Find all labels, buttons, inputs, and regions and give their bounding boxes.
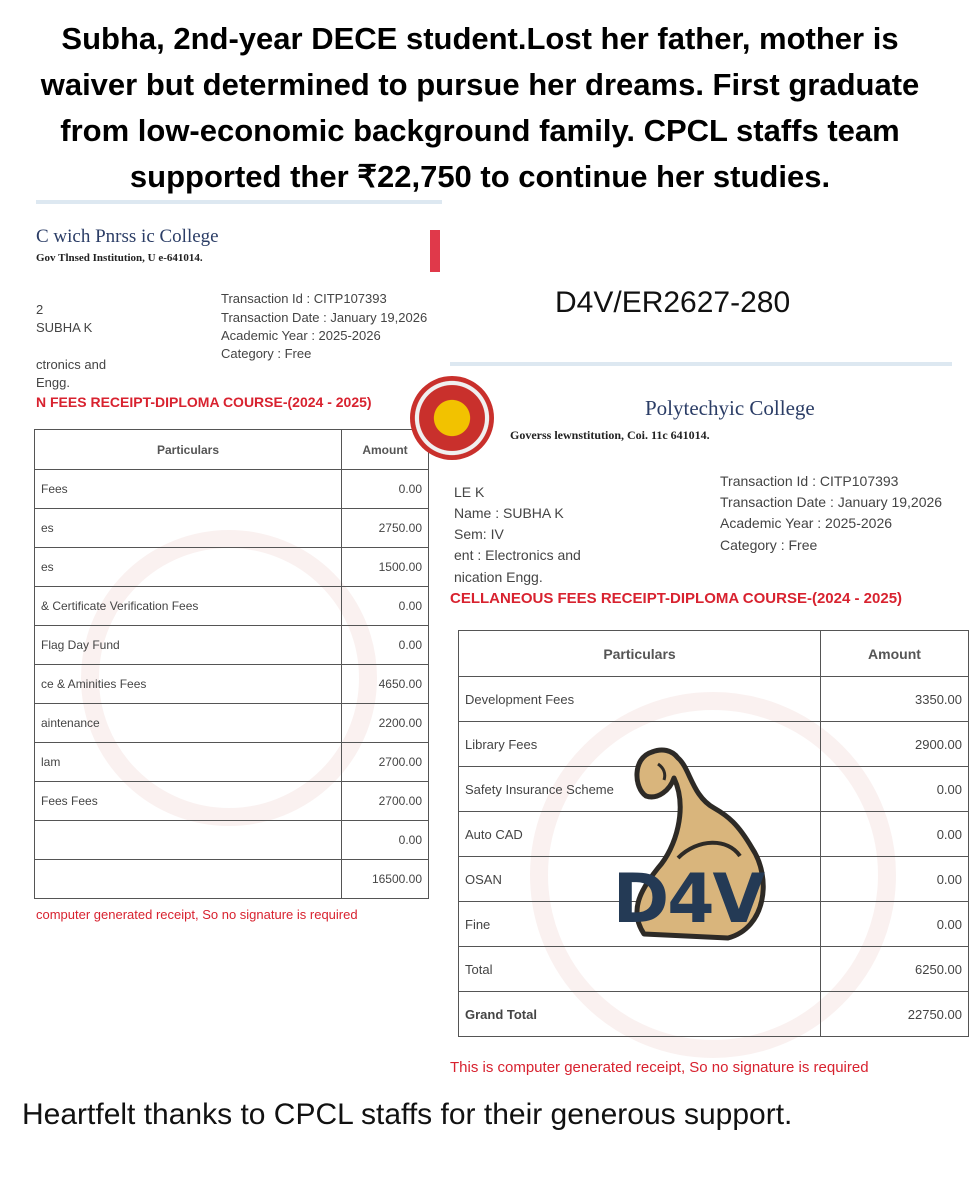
table-row (35, 782, 429, 821)
table-row (35, 548, 429, 587)
fee-amount: 4650.00 (342, 665, 429, 704)
transaction-id: Transaction Id : CITP107393 (221, 291, 387, 306)
table-row (35, 821, 429, 860)
fee-particular: ce & Aminities Fees (35, 665, 342, 704)
red-corner-mark (430, 230, 440, 272)
fee-particular: Fees Fees (35, 782, 342, 821)
fee-amount: 16500.00 (342, 860, 429, 899)
fee-amount: 3350.00 (821, 677, 969, 722)
table-header-row (35, 430, 429, 470)
receipt-title: CELLANEOUS FEES RECEIPT-DIPLOMA COURSE-(2024 - 2025) (450, 590, 903, 607)
table-header-row (459, 631, 969, 677)
student-meta-line: 2 (36, 302, 44, 317)
transaction-date: Transaction Date : January 19,2026 (221, 310, 428, 325)
student-meta-line: ctronics and (36, 357, 107, 372)
table-row (35, 626, 429, 665)
receipt-right (450, 362, 962, 1090)
fee-particular: Flag Day Fund (35, 626, 342, 665)
fee-amount: 2700.00 (342, 782, 429, 821)
fee-particular: Fine (459, 902, 821, 947)
transaction-id: Transaction Id : CITP107393 (720, 473, 899, 489)
fee-amount: 1500.00 (342, 548, 429, 587)
reference-code: D4V/ER2627-280 (555, 286, 791, 319)
amount-header: Amount (342, 430, 429, 470)
fees-table (34, 429, 429, 899)
college-name: C wich Pnrss ic College (36, 226, 219, 247)
fee-amount: 0.00 (342, 626, 429, 665)
receipt-note: computer generated receipt, So no signature is required (36, 907, 358, 922)
fee-particular: Fees (35, 470, 342, 509)
receipt-note: This is computer generated receipt, So no signature is required (450, 1059, 869, 1076)
fee-particular: aintenance (35, 704, 342, 743)
fee-particular: es (35, 548, 342, 587)
table-row (35, 665, 429, 704)
student-meta-line: Name : SUBHA K (454, 505, 564, 521)
table-row (35, 743, 429, 782)
fee-amount: 22750.00 (821, 992, 969, 1037)
student-meta-line: SUBHA K (36, 320, 93, 335)
table-row (35, 587, 429, 626)
college-subtitle: Gov Tlnsed Institution, U e-641014. (36, 252, 203, 264)
fee-particular (35, 860, 342, 899)
fee-amount: 0.00 (821, 767, 969, 812)
fee-amount: 0.00 (342, 470, 429, 509)
fee-particular: OSAN (459, 857, 821, 902)
table-row (35, 860, 429, 899)
category: Category : Free (221, 346, 312, 361)
fee-particular: & Certificate Verification Fees (35, 587, 342, 626)
fee-amount: 0.00 (342, 587, 429, 626)
emblem-text: D4V (612, 860, 764, 939)
transaction-date: Transaction Date : January 19,2026 (720, 494, 943, 510)
fee-amount: 2200.00 (342, 704, 429, 743)
fee-particular: lam (35, 743, 342, 782)
academic-year: Academic Year : 2025-2026 (720, 515, 893, 531)
fee-particular: Total (459, 947, 821, 992)
college-name: Polytechyic College (645, 396, 815, 420)
receipt-left (36, 200, 442, 930)
fee-amount: 0.00 (821, 857, 969, 902)
fee-amount: 0.00 (821, 902, 969, 947)
fee-particular: Library Fees (459, 722, 821, 767)
table-row (35, 470, 429, 509)
table-row (459, 677, 969, 722)
academic-year: Academic Year : 2025-2026 (221, 328, 381, 343)
amount-header: Amount (821, 631, 969, 677)
table-row (35, 509, 429, 548)
fee-particular: Grand Total (459, 992, 821, 1037)
student-meta-line: Sem: IV (454, 526, 504, 542)
fee-particular: Safety Insurance Scheme (459, 767, 821, 812)
fee-amount: 0.00 (342, 821, 429, 860)
fee-amount: 2750.00 (342, 509, 429, 548)
fee-particular: Auto CAD (459, 812, 821, 857)
fee-amount: 0.00 (821, 812, 969, 857)
fee-amount: 2700.00 (342, 743, 429, 782)
headline: Subha, 2nd-year DECE student.Lost her father, mother is waiver but determined to pursue her dreams. First graduate from low-economic background family. CPCL staffs team supported ther ₹22,750 to continue her studies. (40, 21, 920, 194)
student-meta-line: nication Engg. (454, 569, 543, 585)
college-subtitle: Goverss lewnstitution, Coi. 11c 641014. (510, 428, 710, 442)
college-logo-seal (410, 376, 494, 460)
student-meta-line: ent : Electronics and (454, 547, 581, 563)
student-meta-line: Engg. (36, 375, 70, 390)
particulars-header: Particulars (35, 430, 342, 470)
d4v-emblem (588, 738, 788, 948)
fee-amount: 2900.00 (821, 722, 969, 767)
category: Category : Free (720, 537, 818, 553)
table-row (459, 947, 969, 992)
receipt-title: N FEES RECEIPT-DIPLOMA COURSE-(2024 - 2025) (36, 394, 372, 410)
table-row (35, 704, 429, 743)
receipt-top-bar (450, 362, 952, 366)
fee-particular (35, 821, 342, 860)
student-meta-line: LE K (454, 484, 485, 500)
footer-thanks: Heartfelt thanks to CPCL staffs for their generous support. (22, 1098, 793, 1131)
receipt-top-bar (36, 200, 442, 204)
fee-particular: Development Fees (459, 677, 821, 722)
particulars-header: Particulars (459, 631, 821, 677)
fee-particular: es (35, 509, 342, 548)
fee-amount: 6250.00 (821, 947, 969, 992)
table-row (459, 992, 969, 1037)
